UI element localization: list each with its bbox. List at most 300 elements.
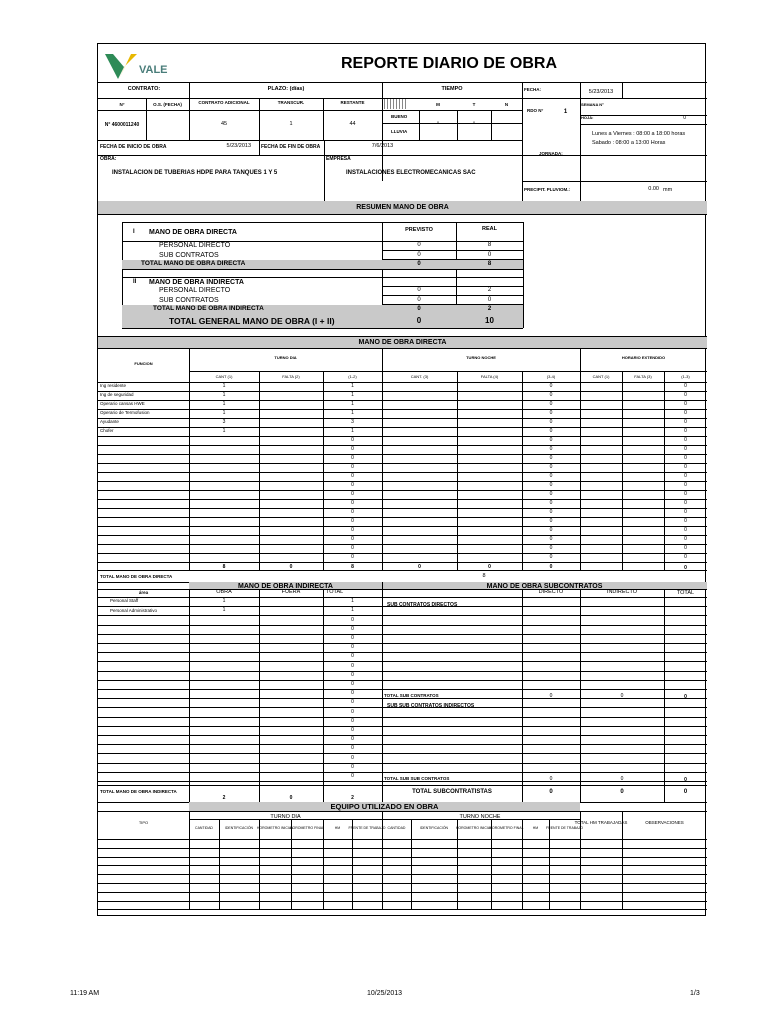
indirecta-row-obra: 1 — [222, 598, 226, 605]
total-sub-directo: 0 — [549, 692, 553, 699]
directa-row-zero: 0 — [351, 527, 354, 533]
col-cant1: CANT (1) — [215, 374, 233, 379]
grid-line-v — [491, 819, 492, 909]
obra-value: INSTALACION DE TUBERIAS HDPE PARA TANQUES 1 Y 5 — [112, 170, 278, 176]
indirecta-row-area: Personal Staff — [110, 598, 139, 604]
total-sub-label: TOTAL SUB CONTRATOS — [384, 692, 439, 698]
t-label: T — [472, 101, 476, 107]
grid-line-h — [98, 901, 707, 902]
sub-total-label: TOTAL — [676, 590, 695, 597]
directa-row-noche-zero: 0 — [549, 536, 553, 542]
directa-row-ext-zero: 0 — [684, 518, 687, 524]
grid-line-v — [259, 819, 260, 909]
indirecta-row-zero: 0 — [351, 634, 354, 641]
total-subsub-label: TOTAL SUB SUB CONTRATOS — [384, 775, 450, 781]
equipo-cantidad2-label: CANTIDAD — [387, 826, 406, 831]
empresa-label: EMPRESA — [326, 155, 351, 162]
directa-row-ext-zero: 0 — [684, 500, 687, 506]
directa-total-ext-tot: 0 — [684, 564, 687, 571]
resumen-tg-prev: 0 — [416, 316, 422, 325]
tiempo-label: TIEMPO — [441, 86, 463, 93]
fecha-fin-value: 7/6/2013 — [371, 143, 394, 150]
jornada-line2: Sabado : 08:00 a 13:00 Horas — [592, 140, 666, 147]
directa-row-ext-zero: 0 — [684, 437, 687, 443]
bueno-m: x — [436, 119, 440, 125]
grid-line-v — [522, 819, 523, 909]
directa-row-tot: 1 — [351, 401, 354, 407]
resumen-previsto-label: PREVISTO — [405, 227, 433, 234]
grid-line-h — [382, 295, 523, 296]
directa-row-cant: 1 — [222, 383, 226, 389]
grid-line-h — [98, 517, 707, 518]
grid-line-v — [189, 589, 190, 802]
equipo-hor-ini2-label: HOROMETRO INICIAL — [455, 826, 493, 831]
grid-line-h — [98, 892, 707, 893]
grid-line-h — [98, 490, 707, 491]
resumen-ti-label: TOTAL MANO DE OBRA INDIRECTA — [153, 304, 264, 312]
hoja-value: 0 — [683, 114, 686, 121]
col-34: (3-4) — [546, 374, 556, 379]
grid-line-h — [98, 735, 707, 736]
grid-line-h — [98, 772, 707, 773]
grid-line-h — [98, 857, 707, 858]
grid-line-h — [98, 763, 707, 764]
directa-row-ext-zero: 0 — [684, 509, 687, 515]
equipo-title: EQUIPO UTILIZADO EN OBRA — [330, 802, 439, 812]
grid-line-v — [382, 82, 383, 181]
empresa-value: INSTALACIONES ELECTROMECANICAS SAC — [346, 170, 476, 176]
bueno-label: BUENO — [391, 113, 408, 119]
directa-row-ext-zero: 0 — [684, 536, 687, 542]
directa-row-zero: 0 — [351, 446, 354, 452]
grid-line-h — [98, 454, 707, 455]
directa-row-zero: 0 — [351, 464, 354, 470]
equipo-turno-dia-label: TURNO DIA — [270, 814, 301, 821]
grid-line-h — [98, 140, 382, 141]
grid-line-h — [98, 481, 707, 482]
directa-row-noche-zero: 0 — [549, 392, 553, 398]
directa-total-noche-tot: 0 — [549, 563, 553, 570]
restante-label: RESTANTE — [340, 99, 365, 105]
logo-text: VALE — [139, 63, 168, 76]
grid-line-h — [189, 371, 707, 372]
fecha-fin-label: FECHA DE FIN DE OBRA — [261, 143, 321, 150]
indirecta-row-zero: 0 — [351, 717, 354, 724]
resumen-indirecta-no: II — [133, 279, 137, 285]
col-12: (1-2) — [348, 374, 357, 379]
plazo-label: PLAZO: (días) — [267, 86, 305, 93]
grid-line-h — [122, 222, 523, 223]
footer-date: 10/25/2013 — [367, 990, 403, 997]
os-label: O.S. (FECHA) — [153, 101, 182, 107]
directa-row-zero: 0 — [351, 491, 354, 497]
grid-line-h — [98, 336, 707, 337]
directa-row-noche-zero: 0 — [549, 383, 553, 389]
col-falta2: FALTA (2) — [282, 374, 300, 379]
footer-time: 11:19 AM — [70, 990, 100, 997]
grid-line-h — [98, 436, 707, 437]
directa-row-zero: 0 — [351, 500, 354, 506]
directa-row-cant: 1 — [222, 401, 226, 407]
grid-line-v — [219, 819, 220, 909]
grid-line-h — [98, 883, 707, 884]
directa-total-noche-falta: 0 — [488, 563, 491, 570]
jornada-line1: Lunes a Viernes : 08:00 a 18:00 horas — [592, 131, 686, 138]
indirecta-row-area: Personal Administrativo — [110, 607, 158, 613]
resumen-directa-no: I — [133, 229, 135, 235]
directa-row-noche-zero: 0 — [549, 401, 553, 407]
indirecta-total-fuera: 0 — [289, 794, 293, 801]
resumen-sc-real: 0 — [487, 252, 492, 258]
n-label: N — [504, 101, 509, 107]
resumen-sc2-prev: 0 — [417, 297, 421, 303]
resumen-td-prev: 0 — [417, 261, 421, 267]
resumen-pd2-real: 2 — [487, 287, 492, 293]
grid-line-v — [189, 811, 190, 909]
indirecta-row-zero: 0 — [351, 736, 354, 743]
directa-row-ext-zero: 0 — [684, 545, 687, 551]
indirecta-row-zero: 0 — [351, 644, 354, 651]
directa-row-zero: 0 — [351, 554, 354, 560]
directa-row-zero: 0 — [351, 473, 354, 479]
resumen-tg-real: 10 — [485, 316, 494, 325]
resumen-sc2-label: SUB CONTRATOS — [159, 296, 219, 304]
funcion-label: FUNCION — [134, 361, 153, 366]
footer-page: 1/3 — [690, 990, 700, 997]
contrato-label: CONTRATO: — [127, 86, 161, 93]
precip-label: PRECIPIT. PLUVIOM.: — [524, 186, 571, 192]
page-title: REPORTE DIARIO DE OBRA — [340, 55, 557, 72]
directa-row-tot: 1 — [351, 428, 354, 434]
directa-row-cant: 1 — [222, 428, 226, 434]
grid-line-v — [549, 819, 550, 909]
directa-row-noche-zero: 0 — [549, 410, 553, 416]
grid-line-h — [382, 250, 523, 251]
grid-line-h — [98, 634, 707, 635]
resumen-sc-label: SUB CONTRATOS — [159, 251, 219, 259]
transcur-value: 1 — [289, 121, 293, 128]
directa-row-tot: 3 — [351, 419, 354, 425]
grid-line-h — [122, 269, 523, 270]
turno-noche-label: TURNO NOCHE — [466, 355, 496, 360]
directa-row-zero: 0 — [351, 509, 354, 515]
equipo-tipo-label: TIPO — [138, 820, 149, 825]
total-subsub-indirecto: 0 — [620, 775, 624, 782]
report-sheet — [97, 43, 706, 916]
directa-row-noche-zero: 0 — [549, 473, 553, 479]
total-subcontratistas-directo: 0 — [549, 789, 553, 795]
grid-line-h — [98, 652, 707, 653]
obra-label: OBRA: — [100, 155, 117, 162]
directa-row-cant: 3 — [222, 419, 226, 425]
directa-row-noche-zero: 0 — [549, 455, 553, 461]
sub-indirecto-label: INDIRECTO — [606, 589, 638, 596]
grid-line-h — [98, 400, 707, 401]
grid-line-v — [352, 819, 353, 909]
resumen-sc2-real: 0 — [487, 297, 492, 303]
grid-line-v — [323, 819, 324, 909]
restante-value: 44 — [349, 121, 356, 128]
turno-dia-label: TURNO DIA — [274, 355, 297, 360]
grid-line-h — [98, 553, 707, 554]
indirecta-row-tot: 1 — [351, 598, 354, 605]
grid-line-h — [98, 472, 707, 473]
equipo-hor-fin2-label: HOROMETRO FINAL — [489, 826, 524, 831]
col-cant1b: CANT (1) — [592, 374, 610, 379]
directa-row-funcion: Ing residente — [100, 383, 127, 389]
directa-row-ext-zero: 0 — [684, 527, 687, 533]
directa-row-ext-zero: 0 — [684, 419, 687, 425]
directa-row-funcion: Operario de Termofusion — [100, 410, 150, 416]
no-label: N° — [119, 101, 125, 107]
grid-line-h — [522, 98, 707, 99]
grid-line-h — [98, 526, 707, 527]
grid-line-h — [98, 839, 707, 840]
indirecta-row-tot: 1 — [351, 607, 354, 614]
directa-row-noche-zero: 0 — [549, 482, 553, 488]
precip-value: 0.00 — [648, 186, 659, 193]
directa-row-ext-zero: 0 — [684, 482, 687, 488]
sub-indirectos-label: SUB SUB CONTRATOS INDIRECTOS — [387, 702, 475, 709]
directa-row-funcion: Chofer — [100, 428, 114, 434]
indirecta-total-obra: 2 — [222, 794, 226, 801]
directa-row-noche-zero: 0 — [549, 491, 553, 497]
rdo-value: 1 — [563, 109, 568, 115]
directa-row-zero: 0 — [351, 482, 354, 488]
total-subsub-total: 0 — [684, 776, 687, 783]
directa-row-ext-zero: 0 — [684, 473, 687, 479]
contrato-adicional-label: CONTRATO ADICIONAL — [198, 99, 250, 105]
directa-row-ext-zero: 0 — [684, 392, 687, 398]
jornada-label: JORNADA: — [539, 150, 563, 156]
directa-row-noche-zero: 0 — [549, 554, 553, 560]
transcur-label: TRANSCUR. — [277, 99, 305, 105]
grid-line-h — [98, 499, 707, 500]
directa-row-noche-zero: 0 — [549, 419, 553, 425]
grid-line-h — [98, 418, 707, 419]
grid-line-v — [580, 82, 581, 201]
grid-line-h — [98, 661, 707, 662]
equipo-hm-label: HM — [334, 826, 341, 831]
precip-unit: mm — [663, 187, 673, 194]
indirecta-row-zero: 0 — [351, 625, 354, 632]
resumen-indirecta-label: MANO DE OBRA INDIRECTA — [149, 278, 244, 286]
equipo-frente-label: FRENTE DE TRABAJO — [348, 826, 386, 831]
indirecta-row-zero: 0 — [351, 653, 354, 660]
horario-ext-label: HORARIO EXTENDIDO — [621, 355, 666, 360]
indirecta-title: MANO DE OBRA INDIRECTA — [238, 582, 333, 590]
indirecta-row-zero: 0 — [351, 616, 354, 623]
indirecta-total-row-label: TOTAL MANO DE OBRA INDIRECTA — [100, 788, 177, 794]
total-subcontratistas-total: 0 — [683, 789, 688, 795]
bueno-t: x — [472, 119, 476, 125]
equipo-frente2-label: FRENTE DE TRABAJO — [546, 826, 583, 831]
grid-line-h — [98, 382, 707, 383]
indirecta-row-zero: 0 — [351, 772, 354, 779]
directa-row-noche-zero: 0 — [549, 437, 553, 443]
directa-row-ext-zero: 0 — [684, 446, 687, 452]
resumen-real-label: REAL — [482, 226, 497, 233]
subcontratos-title: MANO DE OBRA SUBCONTRATOS — [486, 582, 603, 590]
grid-line-h — [98, 717, 707, 718]
resumen-tg-label: TOTAL GENERAL MANO DE OBRA (I + II) — [169, 315, 335, 326]
directa-row-zero: 0 — [351, 545, 354, 551]
directa-row-ext-zero: 0 — [684, 491, 687, 497]
directa-row-noche-zero: 0 — [549, 464, 553, 470]
indirecta-row-zero: 0 — [351, 662, 354, 669]
directa-total-value: 8 — [482, 573, 486, 580]
resumen-pd-prev: 0 — [417, 242, 421, 248]
directa-row-noche-zero: 0 — [549, 545, 553, 551]
indirecta-row-zero: 0 — [351, 680, 354, 687]
col-13: (1-3) — [681, 374, 690, 379]
grid-line-h — [98, 744, 707, 745]
fecha-label: FECHA: — [524, 86, 541, 92]
equipo-cantidad-label: CANTIDAD — [195, 826, 213, 831]
resumen-ti-prev: 0 — [417, 306, 421, 312]
grid-line-v — [411, 819, 412, 909]
indirecta-row-zero: 0 — [351, 671, 354, 678]
total-sub-indirecto: 0 — [620, 692, 624, 699]
directa-row-ext-zero: 0 — [684, 383, 687, 389]
grid-line-v — [457, 819, 458, 909]
sub-directo-label: DIRECTO — [538, 589, 564, 596]
indirecta-row-zero: 0 — [351, 708, 354, 715]
directa-total-cant: 8 — [222, 563, 226, 570]
equipo-ident-label: IDENTIFICACIÓN — [224, 826, 254, 831]
grid-line-h — [98, 445, 707, 446]
directa-row-noche-zero: 0 — [549, 500, 553, 506]
directa-row-ext-zero: 0 — [684, 554, 687, 560]
directa-row-tot: 1 — [351, 410, 354, 416]
grid-line-h — [98, 409, 707, 410]
directa-row-ext-zero: 0 — [684, 428, 687, 434]
grid-line-v — [622, 811, 623, 909]
vale-logo-icon — [103, 51, 139, 81]
directa-row-noche-zero: 0 — [549, 428, 553, 434]
directa-row-tot: 1 — [351, 383, 354, 389]
directa-row-funcion: Operario cansas HWE — [100, 401, 145, 407]
resumen-pd-label: PERSONAL DIRECTO — [159, 241, 231, 249]
fecha-value: 5/23/2013 — [588, 89, 614, 96]
equipo-total-hm-label: TOTAL HM TRABAJADAS — [574, 819, 628, 825]
resumen-pd2-label: PERSONAL DIRECTO — [159, 286, 231, 294]
directa-row-cant: 1 — [222, 392, 226, 398]
indirecta-row-zero: 0 — [351, 754, 354, 761]
indirecta-total-tot: 2 — [351, 794, 354, 801]
resumen-ti-real: 2 — [487, 306, 492, 312]
directa-row-noche-zero: 0 — [549, 518, 553, 524]
grid-line-h — [98, 562, 707, 563]
indirecta-row-zero: 0 — [351, 699, 354, 706]
directa-row-funcion: Ayudante — [100, 419, 119, 425]
grid-line-h — [98, 427, 707, 428]
equipo-turno-noche-label: TURNO NOCHE — [459, 814, 501, 821]
resumen-title: RESUMEN MANO DE OBRA — [356, 203, 449, 211]
grid-line-h — [98, 643, 707, 644]
directa-row-tot: 1 — [351, 392, 354, 398]
grid-line-v — [291, 819, 292, 909]
grid-line-h — [98, 753, 707, 754]
directa-row-zero: 0 — [351, 437, 354, 443]
directa-row-ext-zero: 0 — [684, 464, 687, 470]
grid-line-h — [98, 463, 707, 464]
directa-total-falta: 0 — [289, 563, 293, 570]
contrato-no: N° 4600011240 — [104, 121, 140, 128]
indirecta-area-label: área — [138, 589, 149, 595]
grid-line-h — [98, 909, 707, 910]
resumen-pd2-prev: 0 — [417, 287, 421, 293]
m-label: M — [436, 101, 440, 107]
col-falta4: FALTA (4) — [480, 374, 499, 379]
indirecta-obra-label: OBRA — [216, 589, 232, 596]
grid-line-h — [98, 865, 707, 866]
directa-title: MANO DE OBRA DIRECTA — [358, 338, 447, 346]
grid-line-h — [98, 680, 707, 681]
total-subsub-directo: 0 — [549, 775, 553, 782]
resumen-sc-prev: 0 — [417, 252, 421, 258]
lluvia-label: LLUVIA — [391, 128, 408, 134]
col-falta3: FALTA (3) — [634, 374, 652, 379]
grid-line-h — [98, 214, 707, 215]
total-subcontratistas-label: TOTAL SUBCONTRATISTAS — [412, 789, 492, 795]
equipo-hor-ini-label: HOROMETRO INICIAL — [256, 826, 294, 831]
directa-row-ext-zero: 0 — [684, 410, 687, 416]
total-sub-total: 0 — [684, 693, 687, 700]
semana-label: SEMANA N° — [581, 102, 604, 107]
directa-row-cant: 1 — [222, 410, 226, 416]
grid-line-h — [98, 535, 707, 536]
plazo-value: 45 — [220, 121, 228, 128]
directa-row-noche-zero: 0 — [549, 509, 553, 515]
directa-row-funcion: Ing de seguridad — [100, 392, 134, 398]
fecha-inicio-value: 5/23/2013 — [226, 143, 251, 150]
equipo-hm2-label: HM — [532, 826, 539, 831]
indirecta-total-label: TOTAL — [326, 589, 344, 596]
directa-row-ext-zero: 0 — [684, 455, 687, 461]
grid-line-h — [98, 615, 707, 616]
sub-directos-label: SUB CONTRATOS DIRECTOS — [387, 601, 458, 608]
resumen-td-real: 8 — [487, 261, 492, 267]
grid-line-h — [98, 874, 707, 875]
indirecta-row-zero: 0 — [351, 726, 354, 733]
grid-line-h — [382, 140, 522, 141]
directa-row-ext-zero: 0 — [684, 401, 687, 407]
directa-row-zero: 0 — [351, 536, 354, 542]
grid-line-h — [98, 689, 707, 690]
grid-line-h — [98, 671, 707, 672]
indirecta-row-zero: 0 — [351, 745, 354, 752]
equipo-hor-fin-label: HOROMETRO FINAL — [289, 826, 325, 831]
equipo-ident2-label: IDENTIFICACIÓN — [419, 826, 449, 831]
indirecta-row-zero: 0 — [351, 763, 354, 770]
directa-total-label: TOTAL MANO DE OBRA DIRECTA — [100, 573, 173, 579]
indirecta-row-obra: 1 — [222, 607, 226, 614]
directa-row-zero: 0 — [351, 455, 354, 461]
directa-total-noche-cant: 0 — [418, 563, 421, 570]
grid-line-h — [522, 181, 707, 182]
hoja-label: HOJA: — [581, 115, 594, 120]
grid-line-v — [523, 222, 524, 328]
directa-total-tot: 8 — [351, 563, 354, 570]
fecha-inicio-label: FECHA DE INICIO DE OBRA — [100, 143, 167, 150]
grid-line-h — [98, 391, 707, 392]
grid-line-h — [98, 544, 707, 545]
grid-line-h — [98, 726, 707, 727]
indirecta-row-zero: 0 — [351, 690, 354, 697]
grid-line-h — [98, 98, 522, 99]
grid-line-h — [122, 328, 523, 329]
